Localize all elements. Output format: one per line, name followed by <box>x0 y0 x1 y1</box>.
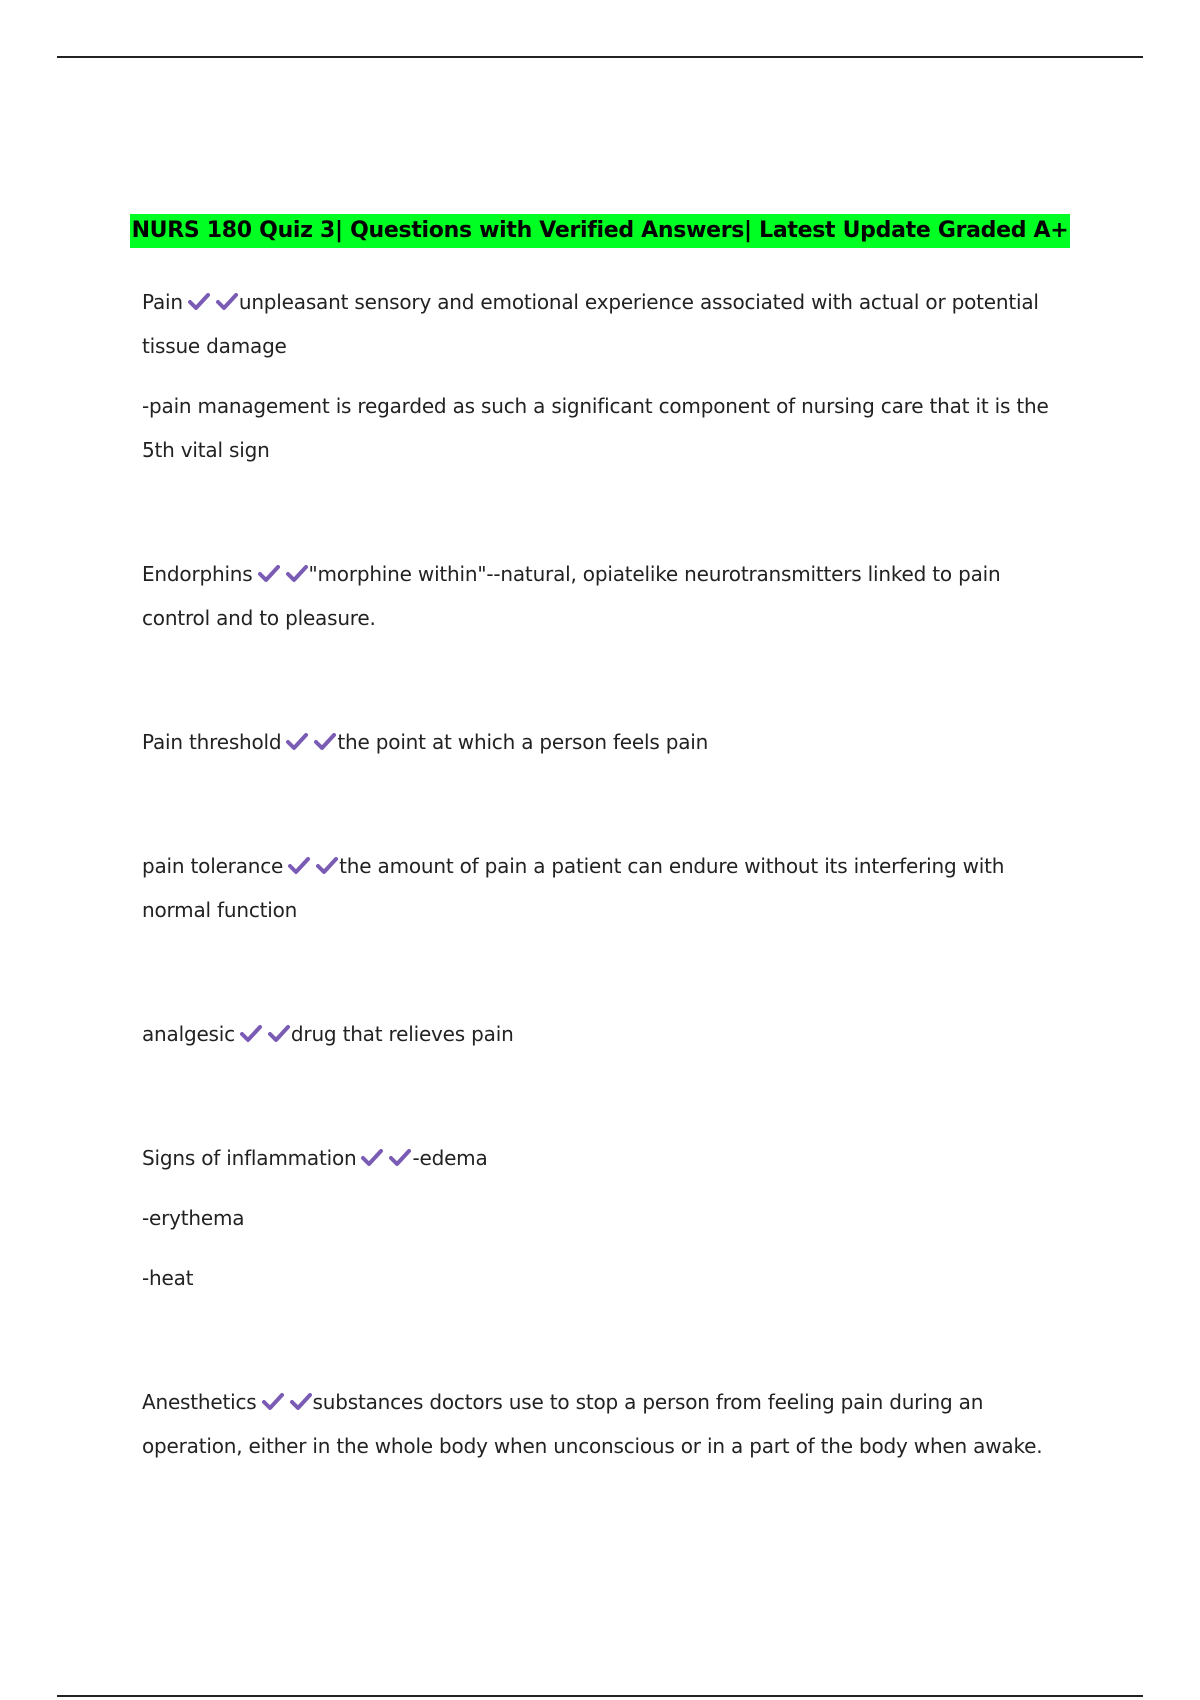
definition: drug that relieves pain <box>290 1022 514 1046</box>
check-icon <box>289 1392 313 1412</box>
qa-entry <box>142 1012 1062 1056</box>
check-icon <box>287 856 311 876</box>
qa-entry-line <box>142 844 1062 932</box>
qa-entry <box>142 720 1062 764</box>
check-icon <box>261 1392 285 1412</box>
qa-entry <box>142 280 1062 472</box>
definition: unpleasant sensory and emotional experience associated with actual or potential tissue damage <box>142 290 1039 358</box>
qa-entry-line <box>142 280 1062 368</box>
definition-extra: -pain management is regarded as such a significant component of nursing care that it is the 5th vital sign <box>142 394 1049 462</box>
definition: the point at which a person feels pain <box>337 730 709 754</box>
qa-entry <box>142 552 1062 640</box>
check-icon <box>388 1148 412 1168</box>
qa-entry <box>142 1380 1062 1468</box>
qa-entry-line <box>142 720 1062 764</box>
term: pain tolerance <box>142 854 284 878</box>
term: Signs of inflammation <box>142 1146 357 1170</box>
document-header <box>0 214 1200 248</box>
qa-entry <box>142 1136 1062 1300</box>
qa-list <box>142 280 1062 1548</box>
definition: -edema <box>412 1146 488 1170</box>
qa-entry-line <box>142 1012 1062 1056</box>
definition-extra: -erythema <box>142 1206 245 1230</box>
term: Pain <box>142 290 183 314</box>
term: Pain threshold <box>142 730 282 754</box>
check-icon <box>315 856 339 876</box>
term: Endorphins <box>142 562 253 586</box>
definition-extra: -heat <box>142 1266 194 1290</box>
page-bottom-rule <box>57 1695 1143 1697</box>
definition: substances doctors use to stop a person from feeling pain during an operation, either in the whole body when unconscious or in a part of the body when awake. <box>142 1390 1043 1458</box>
definition: "morphine within"--natural, opiatelike neurotransmitters linked to pain control and to pleasure. <box>142 562 1001 630</box>
check-icon <box>257 564 281 584</box>
check-icon <box>285 732 309 752</box>
term: Anesthetics <box>142 1390 257 1414</box>
qa-entry-line <box>142 1380 1062 1468</box>
check-icon <box>239 1024 263 1044</box>
document-title: NURS 180 Quiz 3| Questions with Verified Answers| Latest Update Graded A+ <box>130 214 1071 248</box>
page-top-rule <box>57 56 1143 58</box>
qa-entry <box>142 844 1062 932</box>
qa-entry-line <box>142 1136 1062 1180</box>
check-icon <box>285 564 309 584</box>
check-icon <box>187 292 211 312</box>
check-icon <box>313 732 337 752</box>
check-icon <box>360 1148 384 1168</box>
qa-entry-line <box>142 552 1062 640</box>
check-icon <box>267 1024 291 1044</box>
definition: the amount of pain a patient can endure without its interfering with normal function <box>142 854 1005 922</box>
check-icon <box>215 292 239 312</box>
term: analgesic <box>142 1022 235 1046</box>
